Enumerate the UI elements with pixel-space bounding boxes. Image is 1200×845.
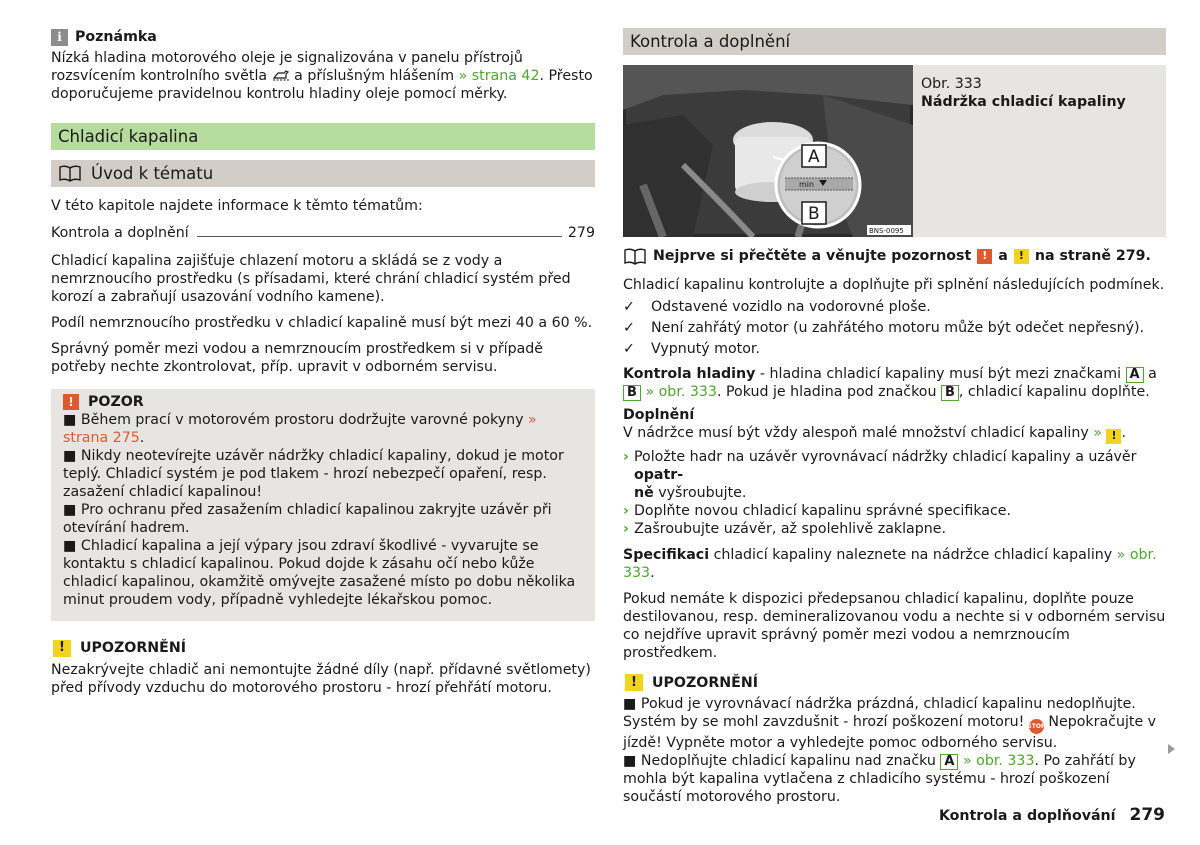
figure-caption: Nádržka chladicí kapaliny	[921, 94, 1126, 110]
note-block	[51, 28, 595, 103]
mark-a-box: A	[940, 754, 958, 770]
refill-title: Doplnění	[623, 407, 695, 423]
mark-b-box: B	[941, 385, 959, 401]
figure-number: Obr. 333	[921, 76, 982, 92]
link-page-275[interactable]: » strana 275	[63, 412, 537, 446]
condition-list	[623, 297, 1166, 360]
list-item: ✓ Není zahřátý motor (u zahřátého motoru může být odečet nepřesný).	[623, 318, 1166, 339]
caution-icon: !	[1106, 429, 1121, 444]
caution-icon: !	[1014, 249, 1029, 264]
list-item: ✓ Vypnutý motor.	[623, 339, 1166, 360]
figure-block	[623, 65, 1166, 237]
caution-heading	[51, 639, 595, 657]
list-item: › Položte hadr na uzávěr vyrovnávací nádržky chladicí kapaliny a uzávěr opatr- ně vyšroubujte.	[623, 448, 1137, 501]
toc-page: 279	[567, 225, 595, 241]
arrow-icon: ›	[623, 448, 629, 465]
arrow-icon: ›	[623, 520, 629, 537]
right-column	[623, 28, 1166, 806]
spec-paragraph: Specifikaci chladicí kapaliny naleznete na nádržce chladicí kapaliny » obr. 333.	[623, 546, 1157, 581]
caution-item: ■ Pokud je vyrovnávací nádržka prázdná, chladicí kapalinu nedoplňujte. Systém by se mohl zavzdušnit - hrozí poškození motoru! STOP Nepokračujte v jízdě! Vypněte motor a vyhledejte pomoc odborného servisu.	[623, 695, 1157, 751]
oil-warning-icon	[272, 70, 290, 81]
warning-icon: !	[977, 249, 992, 264]
warning-item: ■ Během prací v motorovém prostoru dodržujte varovné pokyny » strana 275.	[63, 412, 537, 446]
warning-item: ■ Pro ochranu před zasažením chladicí kapalinou zakryjte uzávěr při otevírání hadrem.	[63, 502, 552, 536]
list-item: › Doplňte novou chladicí kapalinu správné specifikace.	[623, 502, 1012, 519]
continue-arrow-icon	[1168, 744, 1175, 754]
paragraph: Podíl nemrznoucího prostředku v chladicí kapalině musí být mezi 40 a 60 %.	[51, 315, 593, 331]
warning-item: ■ Nikdy neotevírejte uzávěr nádržky chladicí kapaliny, dokud je motor teplý. Chladicí systém je pod tlakem - hrozí nebezpečí opaření, resp. zasažení chladicí kapalinou!	[63, 448, 564, 500]
toc-entry[interactable]	[51, 224, 595, 242]
link-caution[interactable]: »	[1093, 425, 1102, 441]
note-title: Poznámka	[75, 29, 157, 45]
toc-label: Kontrola a doplnění	[51, 225, 189, 241]
arrow-icon: ›	[623, 502, 629, 519]
link-fig-333[interactable]: » obr. 333	[645, 384, 717, 400]
steps-list	[623, 448, 1166, 538]
left-column	[51, 28, 595, 697]
mark-b-label: B	[808, 204, 820, 224]
caution-title: UPOZORNĚNÍ	[80, 640, 186, 656]
intro-heading	[51, 160, 595, 187]
refill-text: V nádržce musí být vždy alespoň malé množství chladicí kapaliny » ! .	[623, 425, 1126, 442]
coolant-reservoir-image	[623, 65, 913, 237]
right-section-title: Kontrola a doplnění	[623, 28, 1166, 55]
caution-icon: !	[53, 640, 71, 657]
toc-leader	[197, 236, 562, 237]
info-icon: i	[51, 29, 68, 46]
list-item: › Zašroubujte uzávěr, až spolehlivě zaklapne.	[623, 520, 946, 537]
warning-box	[51, 389, 595, 621]
check-icon: ✓	[623, 341, 635, 357]
page-number: 279	[1129, 805, 1165, 825]
link-fig-333[interactable]: » obr. 333	[962, 753, 1035, 769]
mark-a-label: A	[808, 147, 820, 167]
mark-a-box: A	[1126, 367, 1144, 383]
book-icon	[623, 248, 647, 265]
warning-icon: !	[63, 394, 79, 410]
image-code: BNS-0095	[869, 227, 904, 235]
warning-title: POZOR	[88, 394, 144, 410]
caution-icon: !	[625, 674, 643, 691]
link-page-42[interactable]: » strana 42	[458, 68, 540, 84]
intro-title: Úvod k tématu	[91, 163, 214, 183]
caution-item: ■ Nedoplňujte chladicí kapalinu nad značku A » obr. 333. Po zahřátí by mohla být kapalina vytlačena z chladicího systému - hrozí poškození součástí motorového prostoru.	[623, 753, 1136, 805]
caution-title: UPOZORNĚNÍ	[652, 674, 758, 691]
read-first-line: Nejprve si přečtěte a věnujte pozornost ! a ! na straně 279.	[623, 247, 1166, 265]
warning-item: ■ Chladicí kapalina a její výpary jsou zdraví škodlivé - vyvarujte se kontaktu s chladicí kapalinou. Pokud dojde k zásahu očí nebo kůže chladicí kapalinou, okamžitě omývejte zasažené místo po dobu několika minut proudem vody, případně vyhledejte lékařskou pomoc.	[63, 538, 576, 608]
intro-text: V této kapitole najdete informace k těmto tématům:	[51, 198, 423, 214]
paragraph: Chladicí kapalina zajišťuje chlazení motoru a skládá se z vody a nemrznoucího prostředku (s přísadami, které chrání chladicí systém před korozí a zabraňují usazování vodního kamene).	[51, 253, 571, 305]
note-text: Nízká hladina motorového oleje je signalizována v panelu přístrojů rozsvícením kontrolního světla a příslušným hlášením » strana 42. Přesto doporučujeme pravidelnou kontrolu hladiny oleje pomocí měrky.	[51, 50, 593, 102]
caution-text: Nezakrývejte chladič ani nemontujte žádné díly (např. přídavné světlomety) před přívody vzduchu do motorového prostoru - hrozí přehřátí motoru.	[51, 662, 591, 696]
check-intro: Chladicí kapalinu kontrolujte a doplňujte při splnění následujících podmínek.	[623, 277, 1165, 293]
caution-heading	[623, 674, 1166, 692]
page-footer	[939, 806, 1165, 825]
check-icon: ✓	[623, 320, 635, 336]
mark-b-box: B	[623, 385, 641, 401]
book-icon	[58, 165, 82, 182]
section-title: Chladicí kapalina	[51, 123, 595, 150]
list-item: ✓ Odstavené vozidlo na vodorovné ploše.	[623, 297, 1166, 318]
stop-icon: STOP	[1029, 719, 1044, 734]
min-label: min	[799, 180, 815, 189]
paragraph: Správný poměr mezi vodou a nemrznoucím prostředkem si v případě potřeby nechte zkontrolovat, příp. upravit v odborném servisu.	[51, 341, 544, 375]
footer-section: Kontrola a doplňování	[938, 808, 1116, 824]
emergency-paragraph: Pokud nemáte k dispozici předepsanou chladicí kapalinu, doplňte pouze destilovanou, resp. demineralizovanou vodu a nechte si v odborném servisu co nejdříve upravit správný poměr mezi vodou a nemrznoucím prostředkem.	[623, 590, 1166, 661]
check-icon: ✓	[623, 299, 635, 315]
link-fig-333[interactable]: » obr. 333	[623, 546, 1157, 581]
level-check-paragraph: Kontrola hladiny - hladina chladicí kapaliny musí být mezi značkami A a B » obr. 333. Pokud je hladina pod značkou B , chladicí kapalinu doplňte.	[623, 366, 1157, 400]
